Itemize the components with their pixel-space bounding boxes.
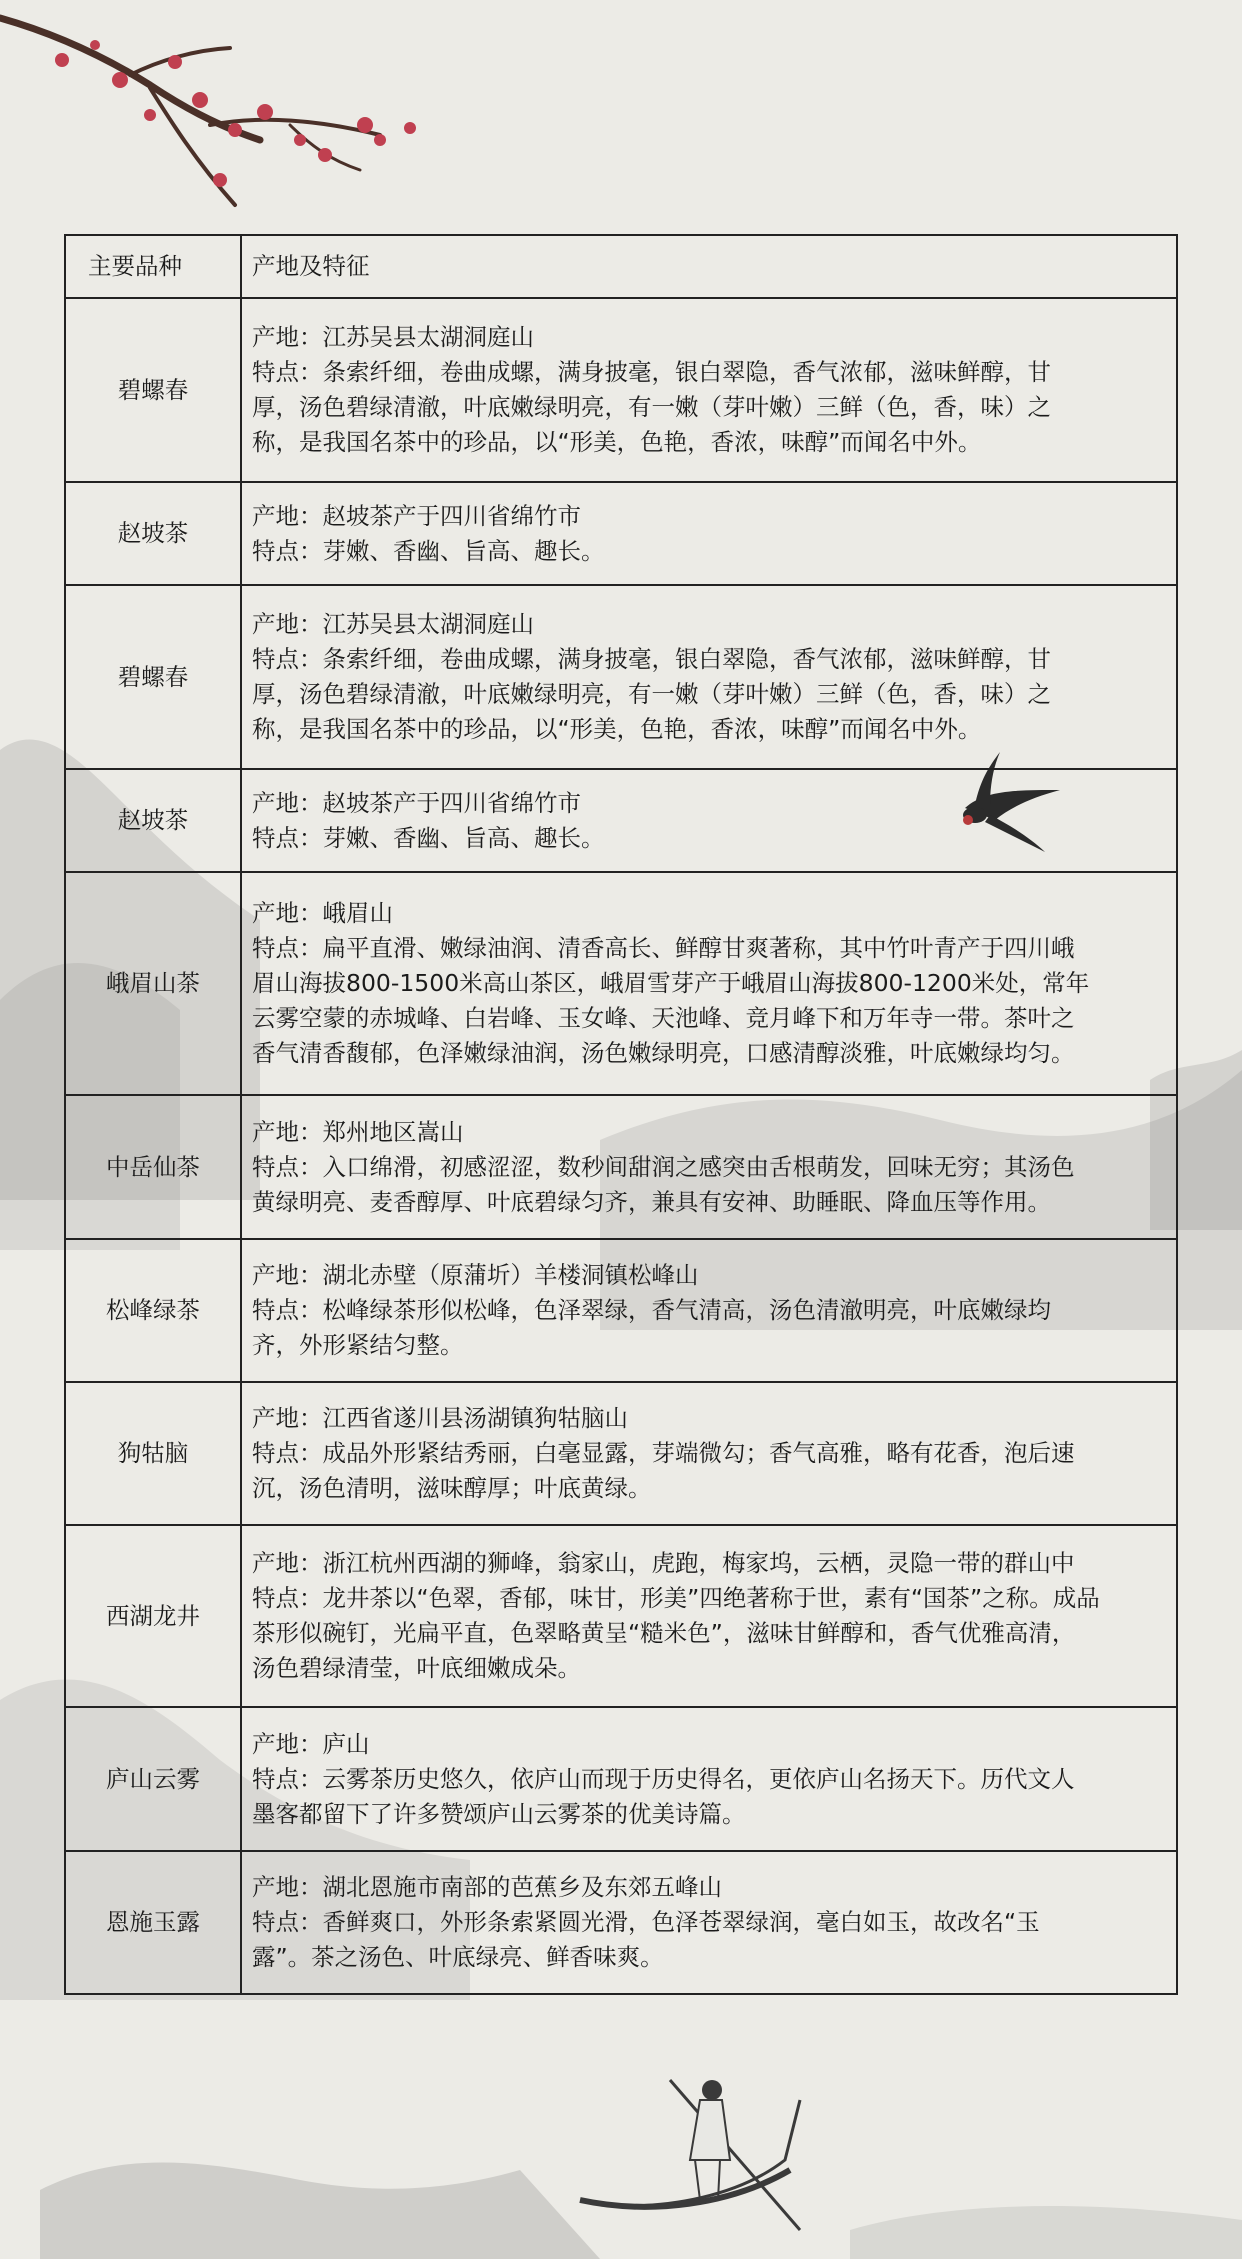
variety-name-cell — [65, 1382, 241, 1525]
table-row — [65, 1239, 1177, 1382]
table-row — [65, 1382, 1177, 1525]
table-row — [65, 1525, 1177, 1707]
table-row — [65, 872, 1177, 1095]
features-line: 汤色碧绿清莹，叶底细嫩成朵。 — [252, 1654, 581, 1682]
features-line: 特点：成品外形紧结秀丽，白毫显露，芽端微勾；香气高雅，略有花香，泡后速 — [252, 1439, 1075, 1467]
origin-line: 产地：郑州地区嵩山 — [252, 1117, 464, 1146]
origin-line: 产地：庐山 — [252, 1729, 370, 1758]
table-row — [65, 1851, 1177, 1994]
features-line: 特点：条索纤细，卷曲成螺，满身披毫，银白翠隐，香气浓郁，滋味鲜醇，甘 — [252, 645, 1051, 673]
features-line: 特点：扁平直滑、嫩绿油润、清香高长、鲜醇甘爽著称，其中竹叶青产于四川峨 — [252, 934, 1075, 962]
variety-name-cell — [65, 1707, 241, 1851]
variety-name-cell — [65, 482, 241, 585]
variety-name: 峨眉山茶 — [106, 969, 200, 997]
features-line: 沉，汤色清明，滋味醇厚；叶底黄绿。 — [252, 1474, 652, 1502]
table-row — [65, 482, 1177, 585]
origin-line: 产地：湖北赤壁（原蒲圻）羊楼洞镇松峰山 — [252, 1261, 699, 1289]
origin-line: 产地：湖北恩施市南部的芭蕉乡及东郊五峰山 — [252, 1873, 722, 1901]
table-header-row — [65, 235, 1177, 298]
table-row — [65, 585, 1177, 769]
variety-name: 赵坡茶 — [117, 519, 189, 547]
variety-description-cell — [241, 872, 1177, 1095]
features-line: 称，是我国名茶中的珍品，以“形美，色艳，香浓，味醇”而闻名中外。 — [252, 428, 982, 456]
features-line: 墨客都留下了许多赞颂庐山云雾茶的优美诗篇。 — [252, 1799, 746, 1828]
origin-line: 产地：江苏吴县太湖洞庭山 — [252, 323, 534, 351]
features-line: 特点：龙井茶以“色翠，香郁，味甘，形美”四绝著称于世，素有“国茶”之称。成品 — [252, 1584, 1100, 1612]
features-line: 特点：芽嫩、香幽、旨高、趣长。 — [252, 823, 605, 852]
variety-name-cell — [65, 1851, 241, 1994]
features-line: 称，是我国名茶中的珍品，以“形美，色艳，香浓，味醇”而闻名中外。 — [252, 715, 982, 743]
variety-description-cell — [241, 1095, 1177, 1239]
table-row — [65, 298, 1177, 482]
variety-name-cell — [65, 769, 241, 872]
features-line: 特点：香鲜爽口，外形条索紧圆光滑，色泽苍翠绿润，毫白如玉，故改名“玉 — [252, 1908, 1040, 1936]
features-line: 特点：入口绵滑，初感涩涩，数秒间甜润之感突由舌根萌发，回味无穷；其汤色 — [252, 1152, 1075, 1181]
table-row — [65, 1095, 1177, 1239]
features-line: 特点：松峰绿茶形似松峰，色泽翠绿，香气清高，汤色清澈明亮，叶底嫩绿均 — [252, 1296, 1051, 1324]
variety-name-cell — [65, 585, 241, 769]
variety-description-cell — [241, 769, 1177, 872]
table-row — [65, 769, 1177, 872]
variety-description-cell — [241, 1382, 1177, 1525]
features-line: 厚，汤色碧绿清澈，叶底嫩绿明亮，有一嫩（芽叶嫩）三鲜（色，香，味）之 — [252, 680, 1051, 708]
features-line: 茶形似碗钉，光扁平直，色翠略黄呈“糙米色”，滋味甘鲜醇和，香气优雅高清， — [252, 1619, 1076, 1647]
variety-description-cell — [241, 1851, 1177, 1994]
variety-name: 西湖龙井 — [106, 1601, 200, 1630]
header-variety-label: 主要品种 — [88, 252, 182, 280]
table-row — [65, 1707, 1177, 1851]
origin-line: 产地：赵坡茶产于四川省绵竹市 — [252, 788, 581, 817]
variety-name: 狗牯脑 — [117, 1439, 189, 1467]
header-variety — [65, 235, 241, 298]
origin-line: 产地：峨眉山 — [252, 899, 393, 927]
variety-name: 赵坡茶 — [117, 806, 189, 834]
variety-name: 中岳仙茶 — [106, 1152, 200, 1181]
variety-description-cell — [241, 1239, 1177, 1382]
variety-name-cell — [65, 872, 241, 1095]
features-line: 齐，外形紧结匀整。 — [252, 1331, 464, 1359]
header-origin-features-label: 产地及特征 — [252, 252, 370, 280]
variety-name: 碧螺春 — [117, 662, 189, 691]
variety-name: 碧螺春 — [117, 375, 189, 404]
tea-varieties-table — [64, 234, 1178, 1995]
origin-line: 产地：江苏吴县太湖洞庭山 — [252, 610, 534, 638]
features-line: 露”。茶之汤色、叶底绿亮、鲜香味爽。 — [252, 1943, 664, 1971]
variety-name-cell — [65, 298, 241, 482]
origin-line: 产地：浙江杭州西湖的狮峰，翁家山，虎跑，梅家坞，云栖，灵隐一带的群山中 — [252, 1549, 1075, 1577]
variety-name-cell — [65, 1095, 241, 1239]
variety-name-cell — [65, 1525, 241, 1707]
plum-blossom-branch-icon — [0, 18, 416, 205]
header-origin-features — [241, 235, 1177, 298]
variety-description-cell — [241, 1707, 1177, 1851]
features-line: 厚，汤色碧绿清澈，叶底嫩绿明亮，有一嫩（芽叶嫩）三鲜（色，香，味）之 — [252, 393, 1051, 421]
variety-name: 松峰绿茶 — [106, 1296, 200, 1324]
origin-line: 产地：赵坡茶产于四川省绵竹市 — [252, 501, 581, 530]
origin-line: 产地：江西省遂川县汤湖镇狗牯脑山 — [252, 1404, 628, 1432]
variety-description-cell — [241, 1525, 1177, 1707]
variety-description-cell — [241, 298, 1177, 482]
variety-name: 庐山云雾 — [106, 1764, 200, 1793]
features-line: 特点：芽嫩、香幽、旨高、趣长。 — [252, 536, 605, 565]
features-line: 香气清香馥郁，色泽嫩绿油润，汤色嫩绿明亮，口感清醇淡雅，叶底嫩绿均匀。 — [252, 1039, 1075, 1067]
variety-name: 恩施玉露 — [106, 1908, 200, 1936]
features-line: 眉山海拔800-1500米高山茶区，峨眉雪芽产于峨眉山海拔800-1200米处，常年 — [252, 969, 1090, 997]
variety-name-cell — [65, 1239, 241, 1382]
features-line: 特点：条索纤细，卷曲成螺，满身披毫，银白翠隐，香气浓郁，滋味鲜醇，甘 — [252, 358, 1051, 386]
variety-description-cell — [241, 482, 1177, 585]
features-line: 特点：云雾茶历史悠久，依庐山而现于历史得名，更依庐山名扬天下。历代文人 — [252, 1764, 1075, 1793]
variety-description-cell — [241, 585, 1177, 769]
fisherman-boat-icon — [580, 2080, 800, 2230]
features-line: 黄绿明亮、麦香醇厚、叶底碧绿匀齐，兼具有安神、助睡眠、降血压等作用。 — [252, 1187, 1051, 1216]
features-line: 云雾空蒙的赤城峰、白岩峰、玉女峰、天池峰、竞月峰下和万年寺一带。茶叶之 — [252, 1004, 1075, 1032]
